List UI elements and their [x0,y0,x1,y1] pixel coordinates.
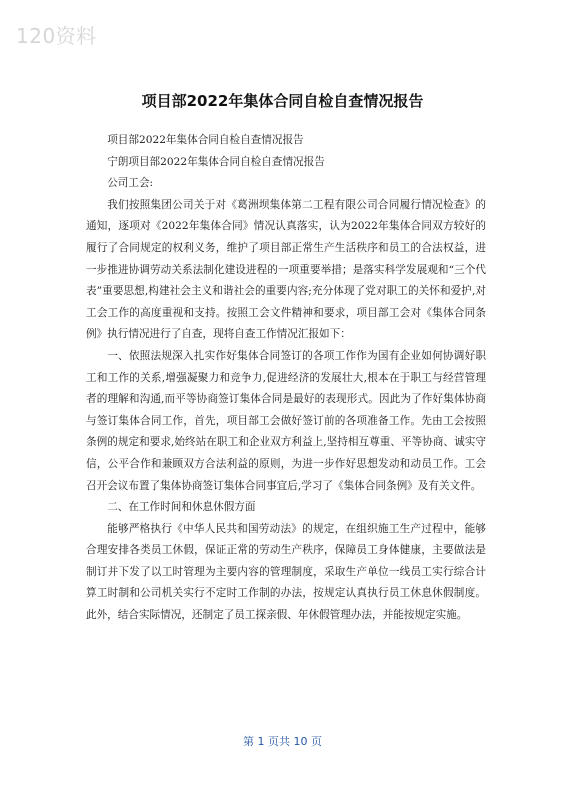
paragraph-intro: 我们按照集团公司关于对《葛洲坝集体第二工程有限公司合同履行情况检查》的通知，逐项对《2022年集体合同》情况认真落实，认为2022年集体合同双方较好的履行了合同规定的权利义务，维护了项目部正常生产生活秩序和员工的合法权益，进一步推进协调劳动关系法制化建设进程的一项重要举措；是落实科学发展观和“三个代表”重要思想,构建社会主义和谐社会的重要内容;充分体现了党对职工的关怀和爱护,对工会工作的高度重视和支持。按照工会文件精神和要求，项目部工会对《集体合同条例》执行情况进行了自查，现将自查工作情况汇报如下： [86,198,486,341]
paragraph-subtitle: 项目部2022年集体合同自检自查情况报告 [107,134,304,146]
document-title: 项目部2022年集体合同自检自查情况报告 [141,92,424,110]
paragraph-subtitle-2: 宁朗项目部2022年集体合同自检自查情况报告 [107,155,325,168]
paragraph-section-2-heading: 二、在工作时间和休息休假方面 [107,501,256,514]
paragraph-salutation: 公司工会: [107,177,154,190]
page-footer: 第 1 页共 10 页 [243,735,322,748]
document-body [86,130,486,627]
paragraph-section-1: 一、依照法规深入扎实作好集体合同签订的各项工作作为国有企业如何协调好职工和工作的关系,增强凝聚力和竞争力,促进经济的发展壮大,根本在于职工与经营管理者的理解和沟通,而平等协商签订集体合同是最好的表现形式。因此为了作好集体协商与签订集体合同工作，首先，项目部工会做好签订前的各项准备工作。先由工会按照条例的规定和要求,始终站在职工和企业双方利益上,坚持相互尊重、平等协商、诚实守信，公平合作和兼顾双方合法利益的原则，为进一步作好思想发动和动员工作。工会召开会议布置了集体协商签订集体合同事宜后,学习了《集体合同条例》及有关文件。 [86,349,486,492]
paragraph-section-2-body: 能够严格执行《中华人民共和国劳动法》的规定，在组织施工生产过程中，能够合理安排各类员工休假，保证正常的劳动生产秩序，保障员工身体健康，主要做法是制订并下发了以工时管理为主要内容的管理制度，采取生产单位一线员工实行综合计算工时制和公司机关实行不定时工作制的办法，按规定认真执行员工休息休假制度。此外，结合实际情况，还制定了员工探亲假、年休假管理办法，并能按规定实施。 [86,522,486,622]
watermark: 120资料 [16,24,97,48]
